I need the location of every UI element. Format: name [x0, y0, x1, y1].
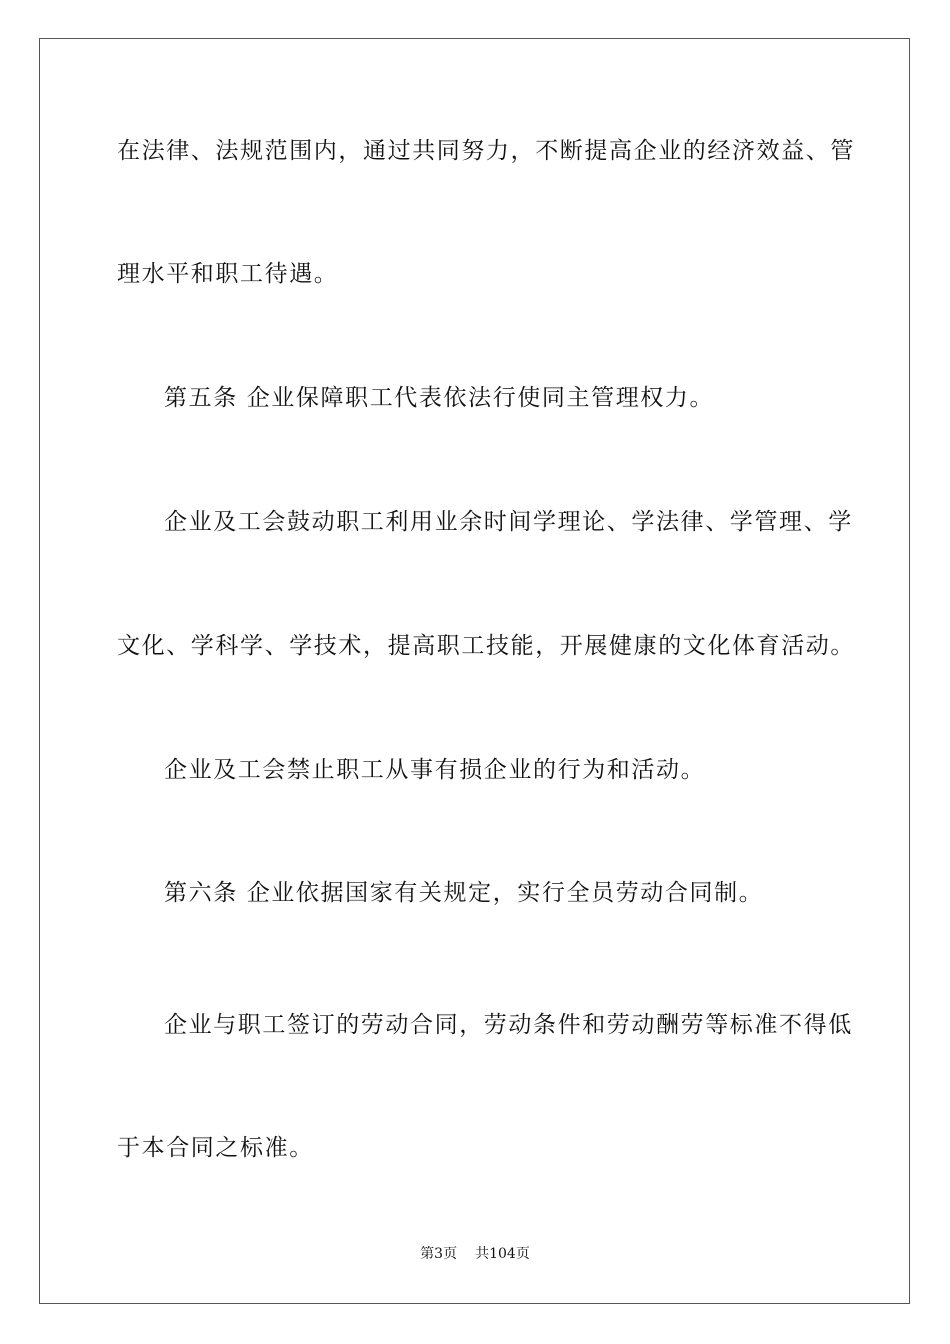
page-footer	[0, 1244, 950, 1264]
paragraph-line-1: 在法律、法规范围内，通过共同努力，不断提高企业的经济效益、管	[117, 138, 855, 164]
page-number: 第3页	[420, 1246, 458, 1262]
paragraph-line-6: 企业及工会禁止职工从事有损企业的行为和活动。	[164, 757, 706, 783]
paragraph-line-5: 文化、学科学、学技术，提高职工技能，开展健康的文化体育活动。	[117, 633, 855, 659]
paragraph-line-9: 于本合同之标准。	[117, 1135, 314, 1161]
page-total: 共104页	[475, 1246, 530, 1262]
paragraph-line-2: 理水平和职工待遇。	[117, 261, 339, 287]
article-5-heading-line: 第五条 企业保障职工代表依法行使同主管理权力。	[164, 385, 715, 411]
page-border	[39, 38, 910, 1304]
article-6-heading-line: 第六条 企业依据国家有关规定，实行全员劳动合同制。	[164, 880, 764, 906]
paragraph-line-8: 企业与职工签订的劳动合同，劳动条件和劳动酬劳等标准不得低	[164, 1012, 853, 1038]
paragraph-line-4: 企业及工会鼓动职工利用业余时间学理论、学法律、学管理、学	[164, 509, 853, 535]
